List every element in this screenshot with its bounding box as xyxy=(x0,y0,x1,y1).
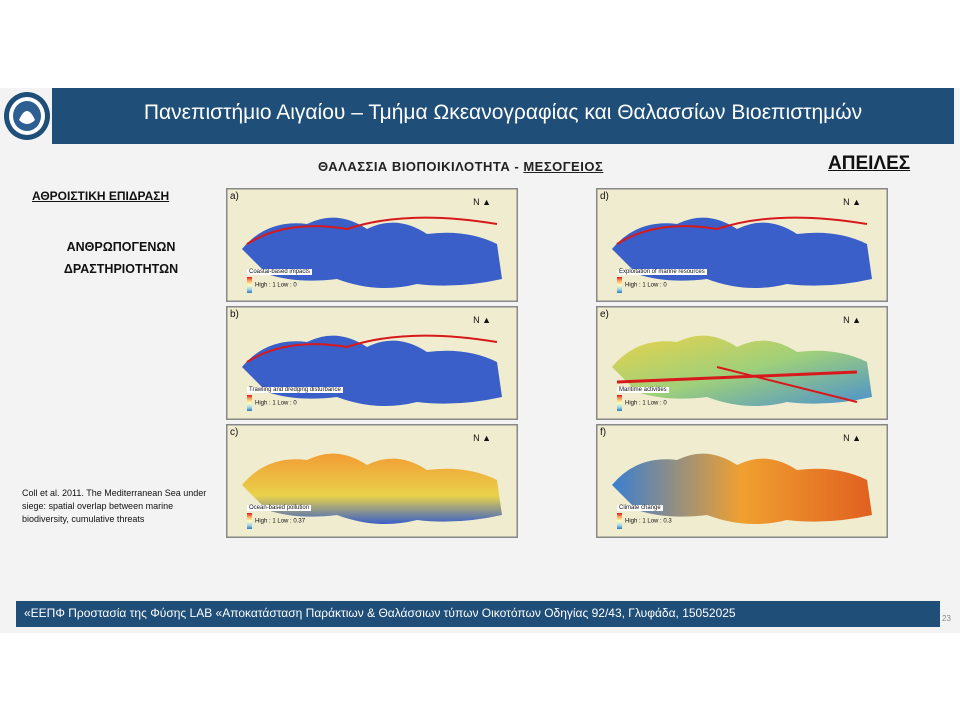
legend-high: High : 1 xyxy=(625,282,646,289)
legend-low: Low : 0 xyxy=(645,282,667,289)
map-label: a) xyxy=(230,191,239,202)
map-legend xyxy=(617,513,672,529)
threat-map-5 xyxy=(596,306,888,420)
citation-text: Coll et al. 2011. The Mediterranean Sea under siege: spatial overlap between marine biodiversity, cumulative threats xyxy=(22,488,207,524)
footer-bar xyxy=(16,601,940,627)
main-title-part2: ΜΕΣΟΓΕΙΟΣ xyxy=(523,159,604,174)
university-logo xyxy=(2,90,52,142)
anthropogenic-activities-heading xyxy=(36,236,206,280)
threats-heading: ΑΠΕΙΛΕΣ xyxy=(828,153,911,174)
map-title: Coastal-based impacts xyxy=(249,269,311,275)
legend-high: High : 1 xyxy=(625,518,646,525)
threat-map-2 xyxy=(226,306,518,420)
map-legend xyxy=(617,277,667,293)
map-label: f) xyxy=(600,427,607,438)
north-arrow-icon: N ▲ xyxy=(843,315,861,325)
main-title-part1: ΘΑΛΑΣΣΙΑ ΒΙΟΠΟΙΚΙΛΟΤΗΤΑ - xyxy=(318,159,524,174)
north-arrow-icon: N ▲ xyxy=(843,197,861,207)
legend-low: Low : 0.3 xyxy=(645,518,672,525)
map-title: Trawling and dredging disturbance xyxy=(249,387,341,393)
threat-map-3 xyxy=(226,424,518,538)
north-arrow-icon: N ▲ xyxy=(473,433,491,443)
north-arrow-icon: N ▲ xyxy=(473,315,491,325)
north-arrow-icon: N ▲ xyxy=(843,433,861,443)
map-title: Climate change xyxy=(619,505,661,511)
main-title xyxy=(318,159,603,174)
legend-high: High : 1 xyxy=(255,400,276,407)
map-title: Ocean-based pollution xyxy=(249,505,310,511)
north-arrow-icon: N ▲ xyxy=(473,197,491,207)
header-title: Πανεπιστήμιο Αιγαίου – Τμήμα Ωκεανογραφίας και Θαλασσίων Βιοεπιστημών xyxy=(143,101,863,124)
page-number: 23 xyxy=(942,614,951,623)
threat-map-1 xyxy=(226,188,518,302)
footer-text: «ΕΕΠΦ Προστασία της Φύσης LAB «Αποκατάσταση Παράκτιων & Θαλάσσιων τύπων Οικοτόπων Οδηγίας 92/43, Γλυφάδα, 15052025 xyxy=(24,606,736,620)
legend-low: Low : 0.37 xyxy=(275,518,306,525)
threat-map-6 xyxy=(596,424,888,538)
map-label: e) xyxy=(600,309,609,320)
legend-high: High : 1 xyxy=(255,518,276,525)
threat-map-4 xyxy=(596,188,888,302)
legend-high: High : 1 xyxy=(625,400,646,407)
map-legend xyxy=(247,513,305,529)
legend-low: Low : 0 xyxy=(645,400,667,407)
cumulative-effect-heading: ΑΘΡΟΙΣΤΙΚΗ ΕΠΙΔΡΑΣΗ xyxy=(32,189,170,203)
legend-high: High : 1 xyxy=(255,282,276,289)
legend-low: Low : 0 xyxy=(275,400,297,407)
legend-low: Low : 0 xyxy=(275,282,297,289)
header-bar xyxy=(52,88,954,144)
subheading-line2: ΔΡΑΣΤΗΡΙΟΤΗΤΩΝ xyxy=(63,262,179,276)
map-label: b) xyxy=(230,309,239,320)
map-title: Exploitation of marine resources xyxy=(619,269,705,275)
map-legend xyxy=(247,395,297,411)
map-legend xyxy=(617,395,667,411)
map-label: d) xyxy=(600,191,609,202)
subheading-line1: ΑΝΘΡΩΠΟΓΕΝΩΝ xyxy=(66,240,176,254)
map-label: c) xyxy=(230,427,239,438)
map-legend xyxy=(247,277,297,293)
map-title: Maritime activities xyxy=(619,387,667,393)
